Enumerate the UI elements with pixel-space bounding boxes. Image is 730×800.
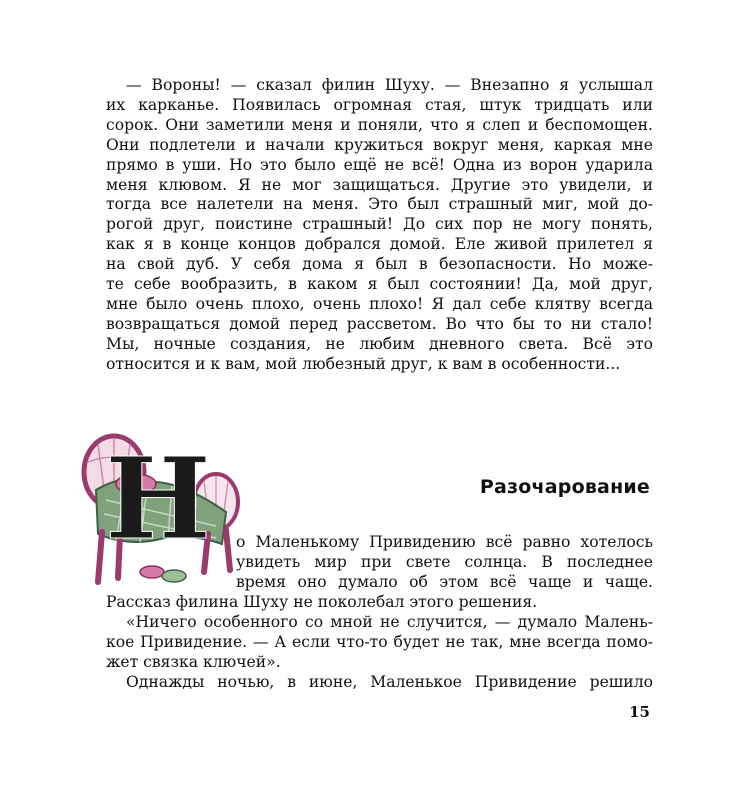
- text-line: Рассказ филина Шуху не поколебал этого решения.: [106, 593, 538, 611]
- text-line: рогой друг, поистине страшный! До сих пор не могу понять,: [106, 215, 653, 234]
- text-line: те себе вообразить, в каком я был состоянии! Да, мой друг,: [106, 275, 653, 294]
- text-line: Мы, ночные создания, не любим дневного света. Всё это: [106, 334, 653, 353]
- text-line: «Ничего особенного со мной не случится, — думало Малень-: [126, 612, 653, 631]
- text-line: прямо в уши. Но это было ещё не всё! Одна из ворон ударила: [106, 155, 653, 174]
- drop-cap-letter: Н: [105, 434, 211, 565]
- text-line: время оно думало об этом всё чаще и чаще.: [236, 572, 653, 591]
- text-line: Они подлетели и начали кружиться вокруг меня, каркая мне: [106, 135, 653, 154]
- chairs-and-blanket-illustration: [76, 422, 246, 592]
- text-line: относится и к вам, мой любезный друг, к вам в особенности...: [106, 354, 621, 373]
- page-number: 15: [629, 703, 650, 721]
- paragraph-decision: [106, 593, 653, 693]
- paragraph-beside-drop-cap: [236, 533, 653, 593]
- text-line: жет связка ключей».: [106, 652, 281, 671]
- text-line: о Маленькому Привидению всё равно хотелось: [236, 533, 653, 551]
- paragraph-owl-story: [106, 76, 653, 375]
- text-line: на свой дуб. У себя дома я был в безопасности. Но може-: [106, 255, 653, 274]
- text-line: — Вороны! — сказал филин Шуху. — Внезапно я услышал: [126, 76, 653, 94]
- text-line: меня клювом. Я не мог защищаться. Другие это увидели, и: [106, 175, 653, 194]
- text-line: сорок. Они заметили меня и поняли, что я слеп и беспомощен.: [106, 115, 653, 134]
- text-line: возвращаться домой перед рассветом. Во что бы то ни стало!: [106, 314, 653, 333]
- text-line: увидеть мир при свете солнца. В последнее: [236, 552, 653, 571]
- text-line: тогда все налетели на меня. Это был страшный миг, мой до-: [106, 195, 653, 214]
- text-line: Однажды ночью, в июне, Маленькое Привидение решило: [126, 672, 653, 691]
- text-line: их карканье. Появилась огромная стая, штук тридцать или: [106, 95, 653, 114]
- text-line: кое Привидение. — А если что-то будет не так, мне всегда помо-: [106, 632, 653, 651]
- drop-cap-illustration: [76, 422, 246, 592]
- text-line: как я в конце концов добрался домой. Еле живой прилетел я: [106, 235, 653, 254]
- chapter-title: Разочарование: [479, 476, 650, 498]
- text-line: мне было очень плохо, очень плохо! Я дал себе клятву всегда: [106, 294, 653, 313]
